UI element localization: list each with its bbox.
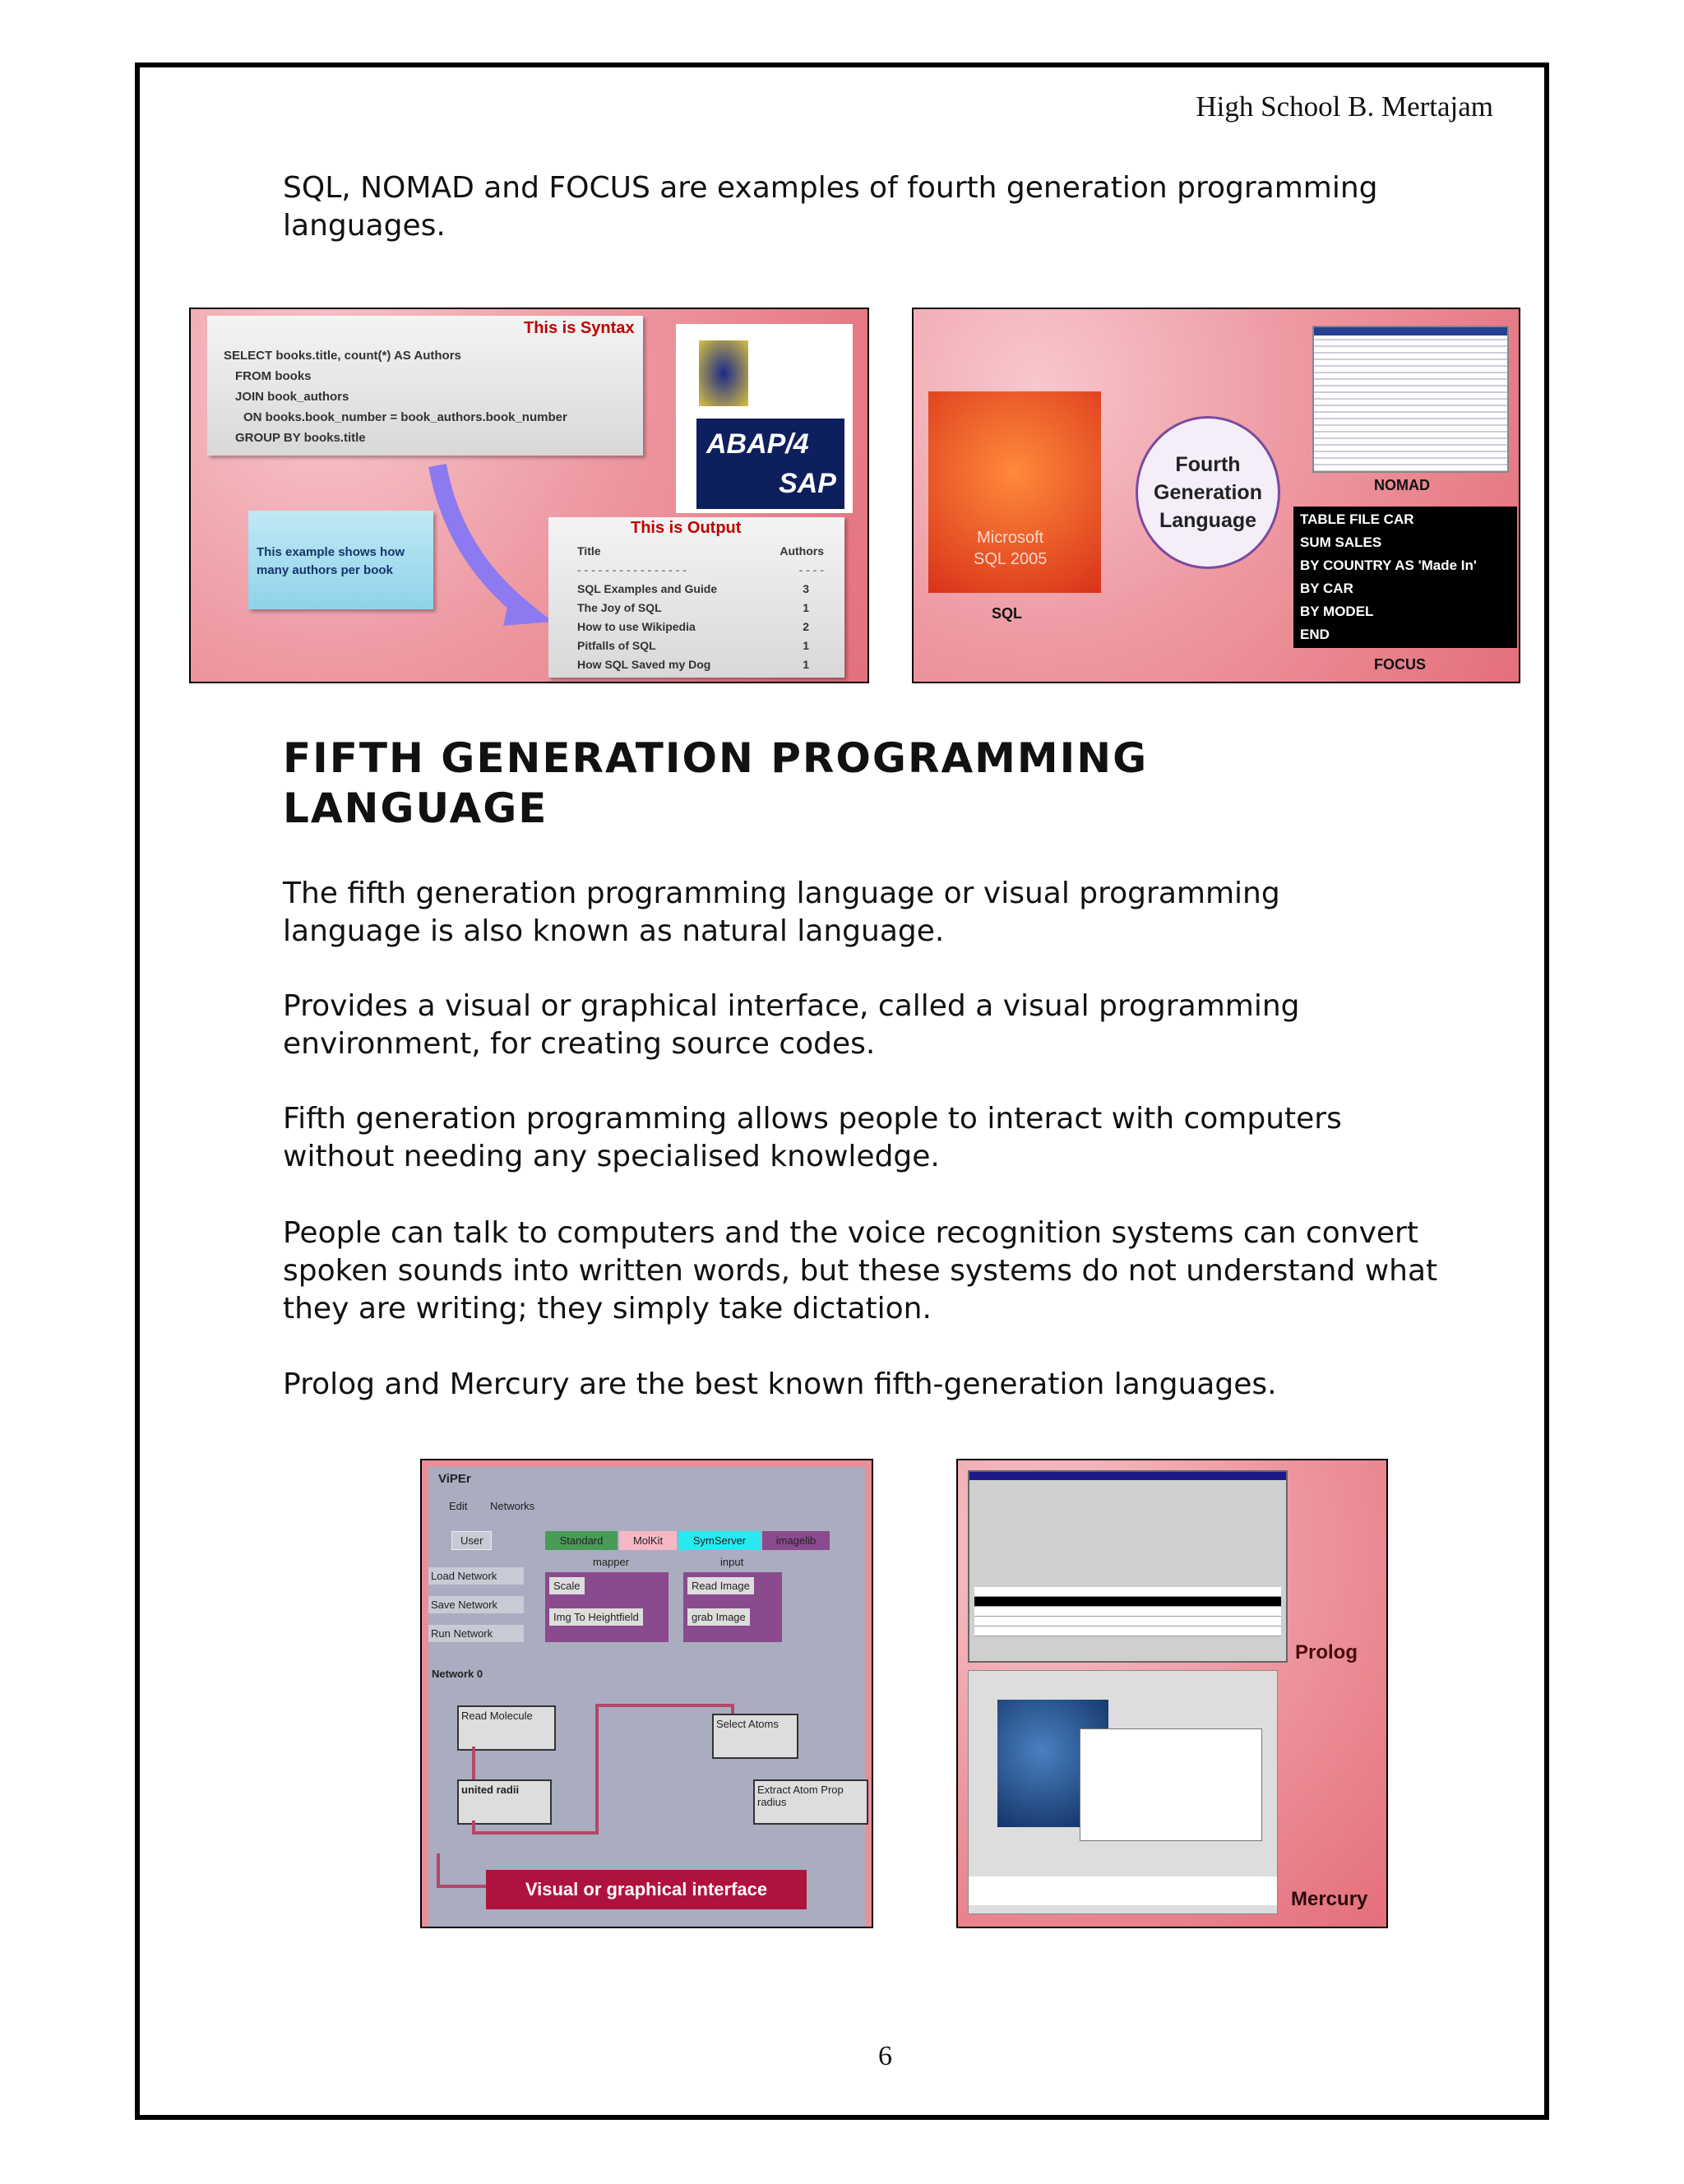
code-line: GROUP BY books.title [235, 431, 366, 445]
prolog-screenshot [968, 1470, 1288, 1663]
cell: SQL Examples and Guide [577, 582, 718, 595]
group-mapper: mapper [593, 1556, 630, 1568]
run-network-button[interactable]: Run Network [428, 1625, 524, 1642]
menu-edit[interactable]: Edit [449, 1500, 468, 1512]
save-network-button[interactable]: Save Network [428, 1596, 524, 1613]
intro-paragraph [283, 169, 1378, 245]
code-line: END [1300, 627, 1330, 642]
page-header: High School B. Mertajam [1196, 90, 1493, 123]
group-input: input [720, 1556, 744, 1568]
text-line: The fifth generation programming language or visual programming [283, 877, 1280, 910]
prolog-mercury-figure [956, 1459, 1388, 1928]
cell: 1 [803, 639, 809, 652]
text-line: languages. [283, 209, 446, 243]
code-line: BY CAR [1300, 581, 1353, 596]
prolog-label: Prolog [1295, 1641, 1358, 1663]
bubble-text: Generation [1154, 481, 1262, 504]
viper-figure [420, 1459, 873, 1928]
text-line: language is also known as natural language. [283, 914, 945, 948]
network-node: Select Atoms [712, 1714, 798, 1759]
node-button[interactable]: Scale [549, 1577, 585, 1594]
sql-code [224, 345, 567, 448]
tab-network[interactable]: Network 0 [432, 1668, 483, 1680]
mercury-label: Mercury [1291, 1888, 1368, 1910]
node-value: united radii [461, 1784, 520, 1796]
cell: 1 [803, 658, 809, 671]
syntax-card [207, 316, 643, 456]
bubble-text: Language [1159, 509, 1257, 532]
text-line: environment, for creating source codes. [283, 1027, 876, 1061]
code-line: BY COUNTRY AS 'Made In' [1300, 558, 1477, 573]
load-network-button[interactable]: Load Network [428, 1567, 524, 1585]
cell: How to use Wikipedia [577, 620, 696, 633]
paragraph [283, 1215, 1437, 1328]
paragraph [283, 1366, 1277, 1404]
node-button[interactable]: grab Image [687, 1608, 750, 1626]
cell: 3 [803, 582, 809, 595]
syntax-label: This is Syntax [524, 319, 635, 337]
paragraph [283, 1100, 1342, 1176]
text-line: Provides a visual or graphical interface, called a visual programming [283, 989, 1300, 1023]
arrow-icon [421, 457, 561, 638]
book-subtitle: SAP [779, 468, 836, 499]
nomad-screenshot [1312, 326, 1509, 473]
cell: 2 [803, 620, 809, 633]
heading-line: LANGUAGE [283, 784, 548, 832]
code-line: BY MODEL [1300, 604, 1374, 619]
connection-lines [428, 1467, 865, 1927]
sql-syntax-figure [189, 308, 869, 683]
cell: Pitfalls of SQL [577, 639, 656, 652]
paragraph [283, 875, 1280, 951]
center-bubble [1136, 416, 1280, 569]
book-title: Microsoft [977, 529, 1044, 547]
code-line: ON books.book_number = book_authors.book_number [243, 410, 567, 424]
node-title: Extract Atom Prop [757, 1784, 844, 1796]
sql-label: SQL [992, 605, 1023, 622]
section-heading [283, 733, 1148, 834]
tab-molkit[interactable]: MolKit [619, 1531, 677, 1550]
tab-imagelib[interactable]: imagelib [762, 1531, 830, 1550]
network-node: Read Molecule [457, 1705, 556, 1751]
node-value: radius [757, 1796, 787, 1808]
book-title: ABAP/4 [706, 428, 809, 460]
tab-standard[interactable]: Standard [545, 1531, 618, 1550]
column-header: Authors [780, 544, 824, 558]
output-label: This is Output [631, 519, 742, 537]
text-line: People can talk to computers and the voice recognition systems can convert [283, 1216, 1418, 1250]
page-number: 6 [878, 2041, 892, 2071]
code-line: SUM SALES [1300, 534, 1382, 550]
code-line: JOIN book_authors [235, 390, 349, 404]
focus-code [1293, 507, 1517, 648]
caption-banner: Visual or graphical interface [486, 1870, 807, 1909]
viper-window [428, 1467, 865, 1927]
output-card [548, 517, 844, 678]
nomad-label: NOMAD [1374, 477, 1430, 493]
text-line: Prolog and Mercury are the best known fifth-generation languages. [283, 1367, 1277, 1401]
output-table: Title Authors - - - - - - - - - - - - - - - - - - - - SQL Examples and Guide 3 The Joy of SQL 1 How to use Wikipedia 2 Pitfalls of SQL 1 How SQL Saved my Dog 1 [577, 542, 824, 674]
menu-networks[interactable]: Networks [490, 1500, 535, 1512]
note-box [248, 511, 433, 609]
tab-symserver[interactable]: SymServer [678, 1531, 761, 1550]
node-button[interactable]: Read Image [687, 1577, 754, 1594]
heading-line: FIFTH GENERATION PROGRAMMING [283, 734, 1149, 782]
abap-book-cover [676, 324, 853, 513]
text-line: Fifth generation programming allows people to interact with computers [283, 1102, 1342, 1136]
focus-label: FOCUS [1374, 656, 1426, 673]
code-line: TABLE FILE CAR [1300, 511, 1414, 527]
code-line: FROM books [235, 369, 312, 383]
text-line: they are writing; they simply take dictation. [283, 1292, 932, 1326]
sql-book-cover [928, 391, 1101, 593]
cell: How SQL Saved my Dog [577, 658, 711, 671]
paragraph [283, 988, 1300, 1063]
text-line: spoken sounds into written words, but these systems do not understand what [283, 1254, 1438, 1288]
book-title: SQL 2005 [974, 550, 1048, 568]
note-text: This example shows how many authors per book [257, 545, 405, 577]
column-header: Title [577, 544, 601, 558]
bubble-text: Fourth [1175, 453, 1241, 476]
cell: The Joy of SQL [577, 601, 662, 614]
node-button[interactable]: Img To Heightfield [549, 1608, 643, 1626]
text-line: without needing any specialised knowledge. [283, 1140, 940, 1173]
mercury-screenshot [968, 1670, 1278, 1914]
user-button[interactable]: User [451, 1531, 492, 1550]
fourth-gen-figure [912, 308, 1520, 683]
code-line: SELECT books.title, count(*) AS Authors [224, 349, 461, 363]
window-title: ViPEr [438, 1472, 471, 1486]
text-line: SQL, NOMAD and FOCUS are examples of fourth generation programming [283, 171, 1378, 205]
cell: 1 [803, 601, 809, 614]
